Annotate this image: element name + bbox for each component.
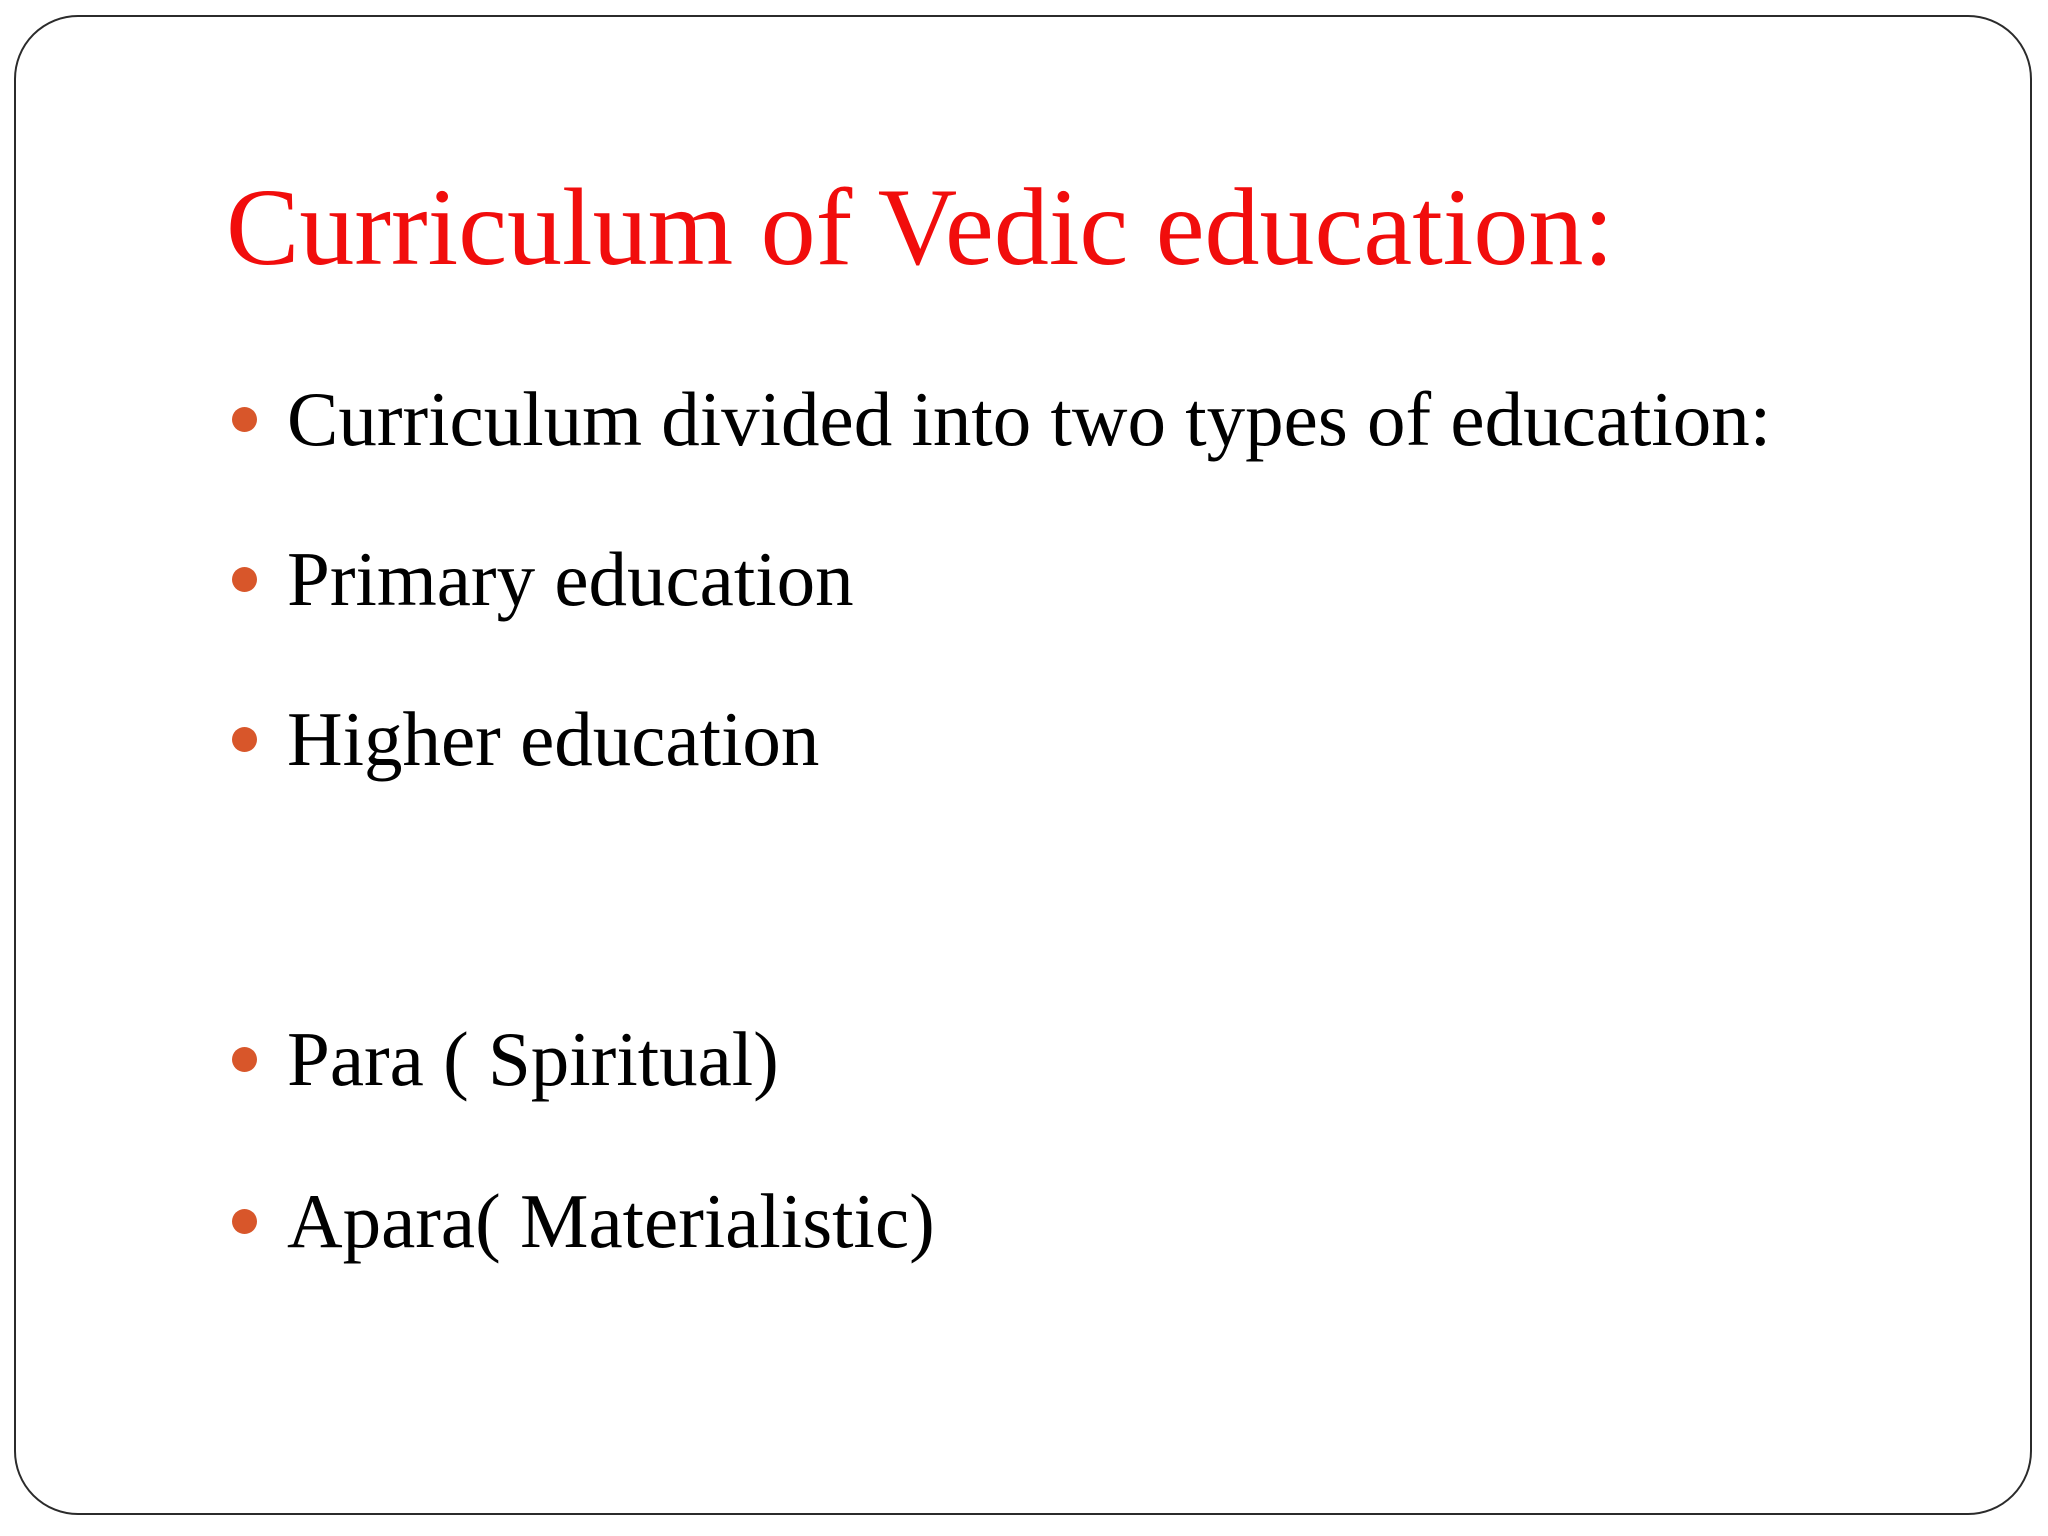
bullet-item — [232, 534, 854, 624]
slide-title: Curriculum of Vedic education: — [226, 166, 1614, 288]
bullet-dot-icon — [232, 567, 257, 592]
bullet-item — [232, 374, 1771, 464]
bullet-text: Para ( Spiritual) — [287, 1015, 779, 1102]
bullet-text: Higher education — [287, 695, 820, 782]
bullet-dot-icon — [232, 407, 257, 432]
bullet-text: Curriculum divided into two types of education: — [287, 375, 1772, 462]
bullet-item — [232, 1176, 935, 1266]
bullet-dot-icon — [232, 1209, 257, 1234]
bullet-item — [232, 1014, 779, 1104]
bullet-dot-icon — [232, 1047, 257, 1072]
bullet-item — [232, 694, 819, 784]
bullet-text: Primary education — [287, 535, 854, 622]
bullet-text: Apara( Materialistic) — [287, 1177, 935, 1264]
bullet-dot-icon — [232, 727, 257, 752]
